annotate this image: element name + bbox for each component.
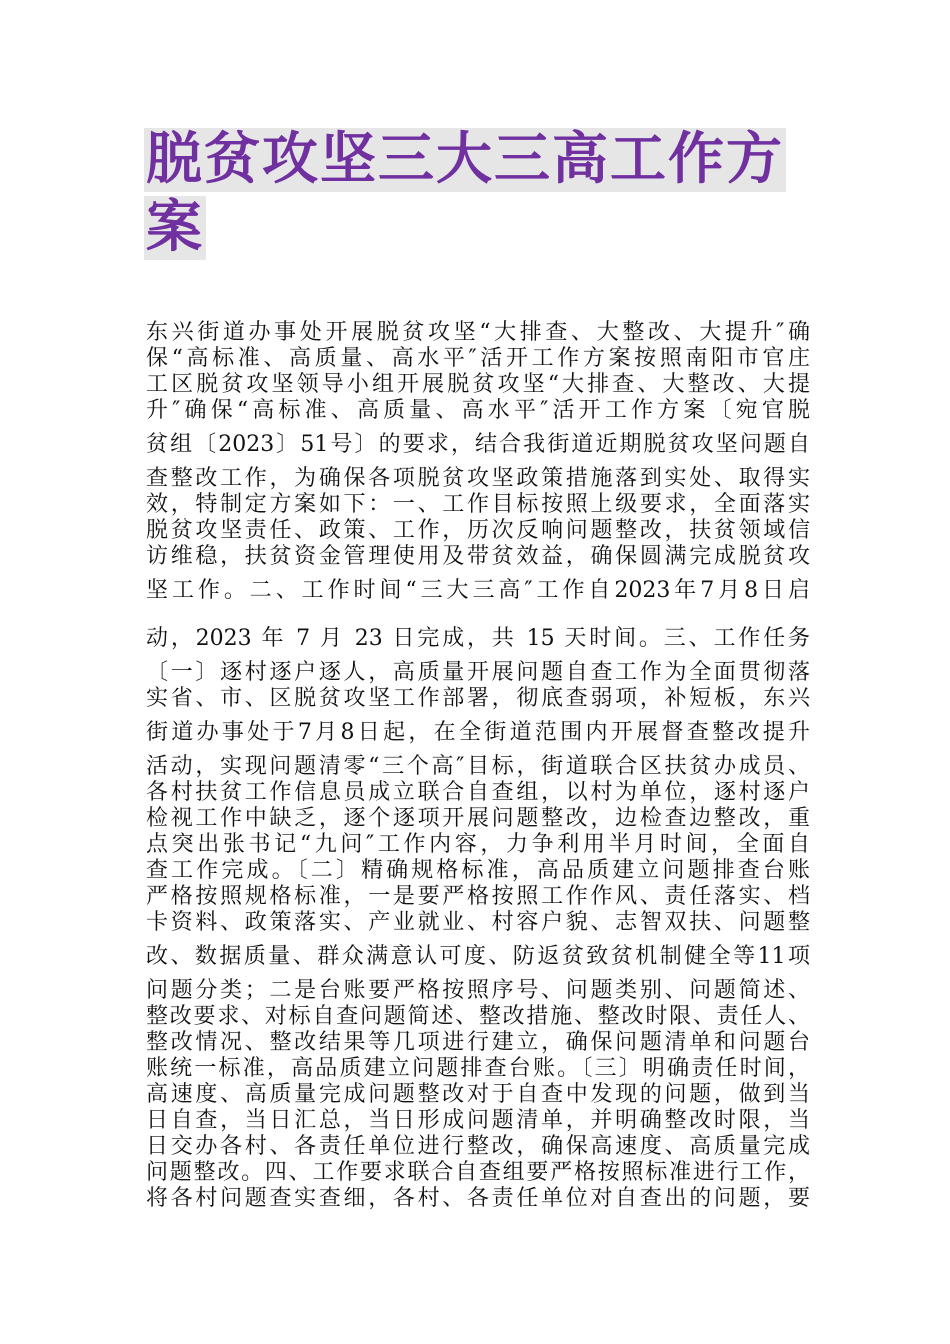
body-line: 动，2023 年 7 月 23 日完成，共 15 天时间。三、工作任务 [146,626,810,651]
body-line: 检视工作中缺乏，逐个逐项开展问题整改，边检查边整改，重 [146,806,810,831]
body-line: 东兴街道办事处开展脱贫攻坚“大排查、大整改、大提升″确 [146,320,810,345]
body-line: 坚工作。二、工作时间“三大三高″工作自2023年7月8日启 [146,578,810,603]
body-line: 街道办事处于7月8日起，在全街道范围内开展督查整改提升 [146,720,810,745]
body-line: 活动，实现问题清零“三个高″目标，街道联合区扶贫办成员、 [146,754,810,779]
body-line: 问题整改。四、工作要求联合自查组要严格按照标准进行工作， [146,1160,810,1185]
body-line: 日交办各村、各责任单位进行整改，确保高速度、高质量完成 [146,1134,810,1159]
body-line: 工区脱贫攻坚领导小组开展脱贫攻坚“大排查、大整改、大提 [146,372,810,397]
body-line: 效，特制定方案如下：一、工作目标按照上级要求，全面落实 [146,492,810,517]
body-line: 升″确保“高标准、高质量、高水平″活开工作方案〔宛官脱 [146,398,810,423]
body-line: 〔一〕逐村逐户逐人，高质量开展问题自查工作为全面贯彻落 [146,660,810,685]
body-line: 点突出张书记“九问″工作内容，力争利用半月时间，全面自 [146,832,810,857]
body-line: 严格按照规格标准，一是要严格按照工作作风、责任落实、档 [146,884,810,909]
body-line: 账统一标准，高品质建立问题排查台账。〔三〕明确责任时间， [146,1056,810,1081]
body-line: 整改情况、整改结果等几项进行建立，确保问题清单和问题台 [146,1030,810,1055]
body-line: 整改要求、对标自查问题简述、整改措施、整改时限、责任人、 [146,1004,810,1029]
title-line-1: 脱贫攻坚三大三高工作方 [146,127,784,192]
body-line: 查整改工作，为确保各项脱贫攻坚政策措施落到实处、取得实 [146,466,810,491]
body-line: 访维稳，扶贫资金管理使用及带贫效益，确保圆满完成脱贫攻 [146,544,810,569]
document-title [144,128,814,260]
body-line: 各村扶贫工作信息员成立联合自查组，以村为单位，逐村逐户 [146,780,810,805]
title-line-2: 案 [146,195,204,260]
body-line: 将各村问题查实查细，各村、各责任单位对自查出的问题，要 [146,1186,810,1211]
body-line: 贫组〔2023〕51号〕的要求，结合我街道近期脱贫攻坚问题自 [146,432,810,457]
body-line: 高速度、高质量完成问题整改对于自查中发现的问题，做到当 [146,1082,810,1107]
body-line: 实省、市、区脱贫攻坚工作部署，彻底查弱项，补短板，东兴 [146,686,810,711]
body-line: 改、数据质量、群众满意认可度、防返贫致贫机制健全等11项 [146,944,810,969]
body-line: 卡资料、政策落实、产业就业、村容户貌、志智双扶、问题整 [146,910,810,935]
body-line: 查工作完成。〔二〕精确规格标准，高品质建立问题排查台账 [146,858,810,883]
body-line: 脱贫攻坚责任、政策、工作，历次反响问题整改，扶贫领域信 [146,518,810,543]
document-body [146,320,810,1212]
body-line: 日自查，当日汇总，当日形成问题清单，并明确整改时限，当 [146,1108,810,1133]
body-line: 保“高标准、高质量、高水平″活开工作方案按照南阳市官庄 [146,346,810,371]
body-line: 问题分类；二是台账要严格按照序号、问题类别、问题简述、 [146,978,810,1003]
